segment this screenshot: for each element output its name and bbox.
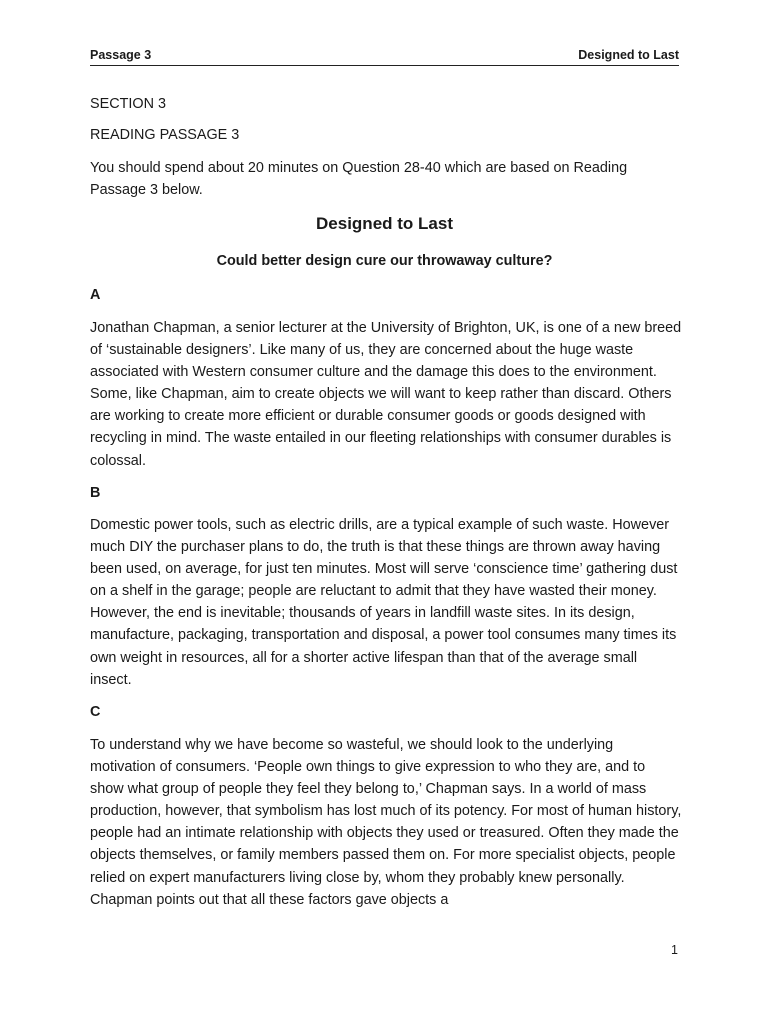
header-title: Designed to Last	[578, 48, 679, 62]
paragraph-a: Jonathan Chapman, a senior lecturer at the University of Brighton, UK, is one of a new breed of ‘sustainable designers’. Like many of us, they are concerned about the huge waste associated with Western consumer culture and the damage this does to the environment. Some, like Chapman, aim to create objects we will want to keep rather than discard. Others are working to create more efficient or durable consumer goods or goods designed with recycling in mind. The waste entailed in our fleeting relationships with consumer durables is colossal.	[90, 320, 682, 469]
header-passage-label: Passage 3	[90, 48, 152, 62]
passage-subtitle: Could better design cure our throwaway culture?	[216, 253, 553, 269]
paragraph-letter-c: C	[90, 704, 101, 720]
instructions-text: You should spend about 20 minutes on Question 28-40 which are based on Reading Passage 3 below.	[90, 160, 628, 199]
paragraph-letter-a: A	[90, 287, 101, 303]
reading-passage-label: READING PASSAGE 3	[90, 127, 240, 143]
page-number: 1	[671, 943, 678, 957]
paragraph-letter-b: B	[90, 485, 101, 501]
paragraph-c: To understand why we have become so wasteful, we should look to the underlying motivation of consumers. ‘People own things to give expression to who they are, and to show what group of people they feel they belong to,’ Chapman says. In a world of mass production, however, that symbolism has lost much of its potency. For most of human history, people had an intimate relationship with objects they used or treasured. Often they made the objects themselves, or family members passed them on. For more specialist objects, people relied on expert manufacturers living close by, whom they probably knew personally. Chapman points out that all these factors gave objects a	[90, 737, 682, 908]
section-label: SECTION 3	[90, 96, 166, 112]
running-header	[90, 47, 679, 66]
paragraph-b: Domestic power tools, such as electric drills, are a typical example of such waste. However much DIY the purchaser plans to do, the truth is that these things are thrown away having been used, on average, for just ten minutes. Most will serve ‘conscience time’ gathering dust on a shelf in the garage; people are reluctant to admit that they have wasted their money. However, the end is inevitable; thousands of years in landfill waste sites. In its design, manufacture, packaging, transportation and disposal, a power tool consumes many times its own weight in resources, all for a shorter active lifespan than that of the average small insect.	[90, 517, 678, 688]
passage-title: Designed to Last	[316, 214, 453, 233]
